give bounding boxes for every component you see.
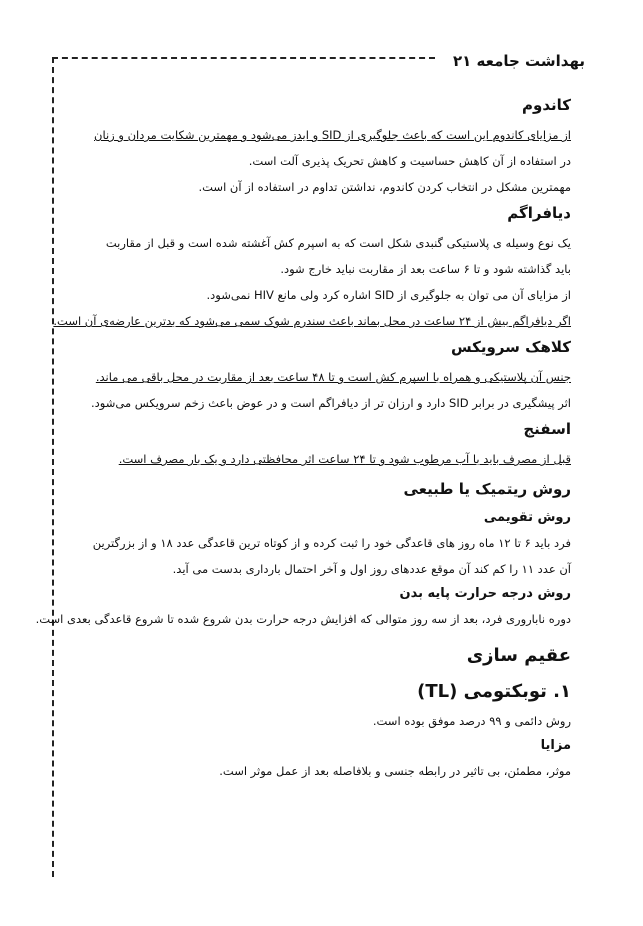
subsection-title-tubectomy: ۱. توبکتومی (TL)	[417, 681, 571, 702]
section-title-condom: کاندوم	[522, 96, 571, 114]
sponge-paragraph-1: قبل از مصرف باید با آب مرطوب شود و تا ۲۴ ساعت اثر محافظتی دارد و یک بار مصرف است.	[118, 452, 571, 466]
page-content	[35, 92, 571, 784]
section-title-diaphragm: دیافراگم	[507, 204, 571, 222]
section-title-cervical-cap: کلاهک سرویکس	[450, 338, 571, 356]
subsection-title-calendar: روش تقویمی	[483, 510, 571, 525]
cap-paragraph-2: اثر پیشگیری در برابر SID دارد و ارزان تر از دیافراگم است و در عوض باعث زخم سرویکس می‌شود.	[91, 396, 571, 410]
cap-paragraph-1: جنس آن پلاستیکی و همراه با اسپرم کش است و تا ۴۸ ساعت بعد از مقاربت در محل باقی می ماند.	[95, 370, 571, 384]
diaphragm-paragraph-1: یک نوع وسیله ی پلاستیکی گنبدی شکل است که به اسپرم کش آغشته شده است و قبل از مقاربت	[105, 236, 571, 250]
basal-temperature-paragraph-1: دوره ناباروری فرد، بعد از سه روز متوالی که افزایش درجه حرارت بدن شروع شده تا شروع قاعدگی بعدی است.	[35, 612, 571, 626]
side-dashed-rule	[52, 57, 54, 877]
header-dashed-rule	[52, 57, 435, 59]
calendar-paragraph-1: فرد باید ۶ تا ۱۲ ماه روز های قاعدگی خود را ثبت کرده و از کوتاه ترین قاعدگی عدد ۱۸ و از بزرگترین	[92, 536, 571, 550]
subsection-title-basal-temperature: روش درجه حرارت پایه بدن	[399, 586, 571, 601]
section-title-sponge: اسفنج	[523, 420, 571, 438]
diaphragm-paragraph-2: باید گذاشته شود و تا ۶ ساعت بعد از مقاربت نباید خارج شود.	[280, 262, 571, 276]
section-title-sterilization: عقیم سازی	[466, 645, 571, 666]
condom-paragraph-1: از مزایای کاندوم این است که باعث جلوگیری از SID و ایدز می‌شود و مهمترین شکایت مردان و زنان	[94, 128, 571, 142]
page-header	[52, 52, 585, 76]
section-title-rhythm: روش ریتمیک یا طبیعی	[403, 480, 571, 498]
subsection-title-advantages: مزایا	[540, 738, 571, 753]
running-header-title: بهداشت جامعه ۲۱	[452, 52, 585, 70]
calendar-paragraph-2: آن عدد ۱۱ را کم کند آن موقع عددهای روز اول و آخر احتمال بارداری بدست می آید.	[172, 562, 571, 576]
condom-paragraph-2: در استفاده از آن کاهش حساسیت و کاهش تحریک پذیری آلت است.	[248, 154, 571, 168]
diaphragm-paragraph-4: اگر دیافراگم بیش از ۲۴ ساعت در محل بماند باعث سندرم شوک سمی می‌شود که بدترین عارضه‌ی آن است.	[53, 314, 571, 328]
advantages-paragraph-1: موثر، مطمئن، بی تاثیر در رابطه جنسی و بلافاصله بعد از عمل موثر است.	[219, 764, 571, 778]
tubectomy-paragraph-1: روش دائمی و ۹۹ درصد موفق بوده است.	[372, 714, 571, 728]
condom-paragraph-3: مهمترین مشکل در انتخاب کردن کاندوم، نداشتن تداوم در استفاده از آن است.	[198, 180, 571, 194]
diaphragm-paragraph-3: از مزایای آن می توان به جلوگیری از SID اشاره کرد ولی مانع HIV نمی‌شود.	[206, 288, 571, 302]
